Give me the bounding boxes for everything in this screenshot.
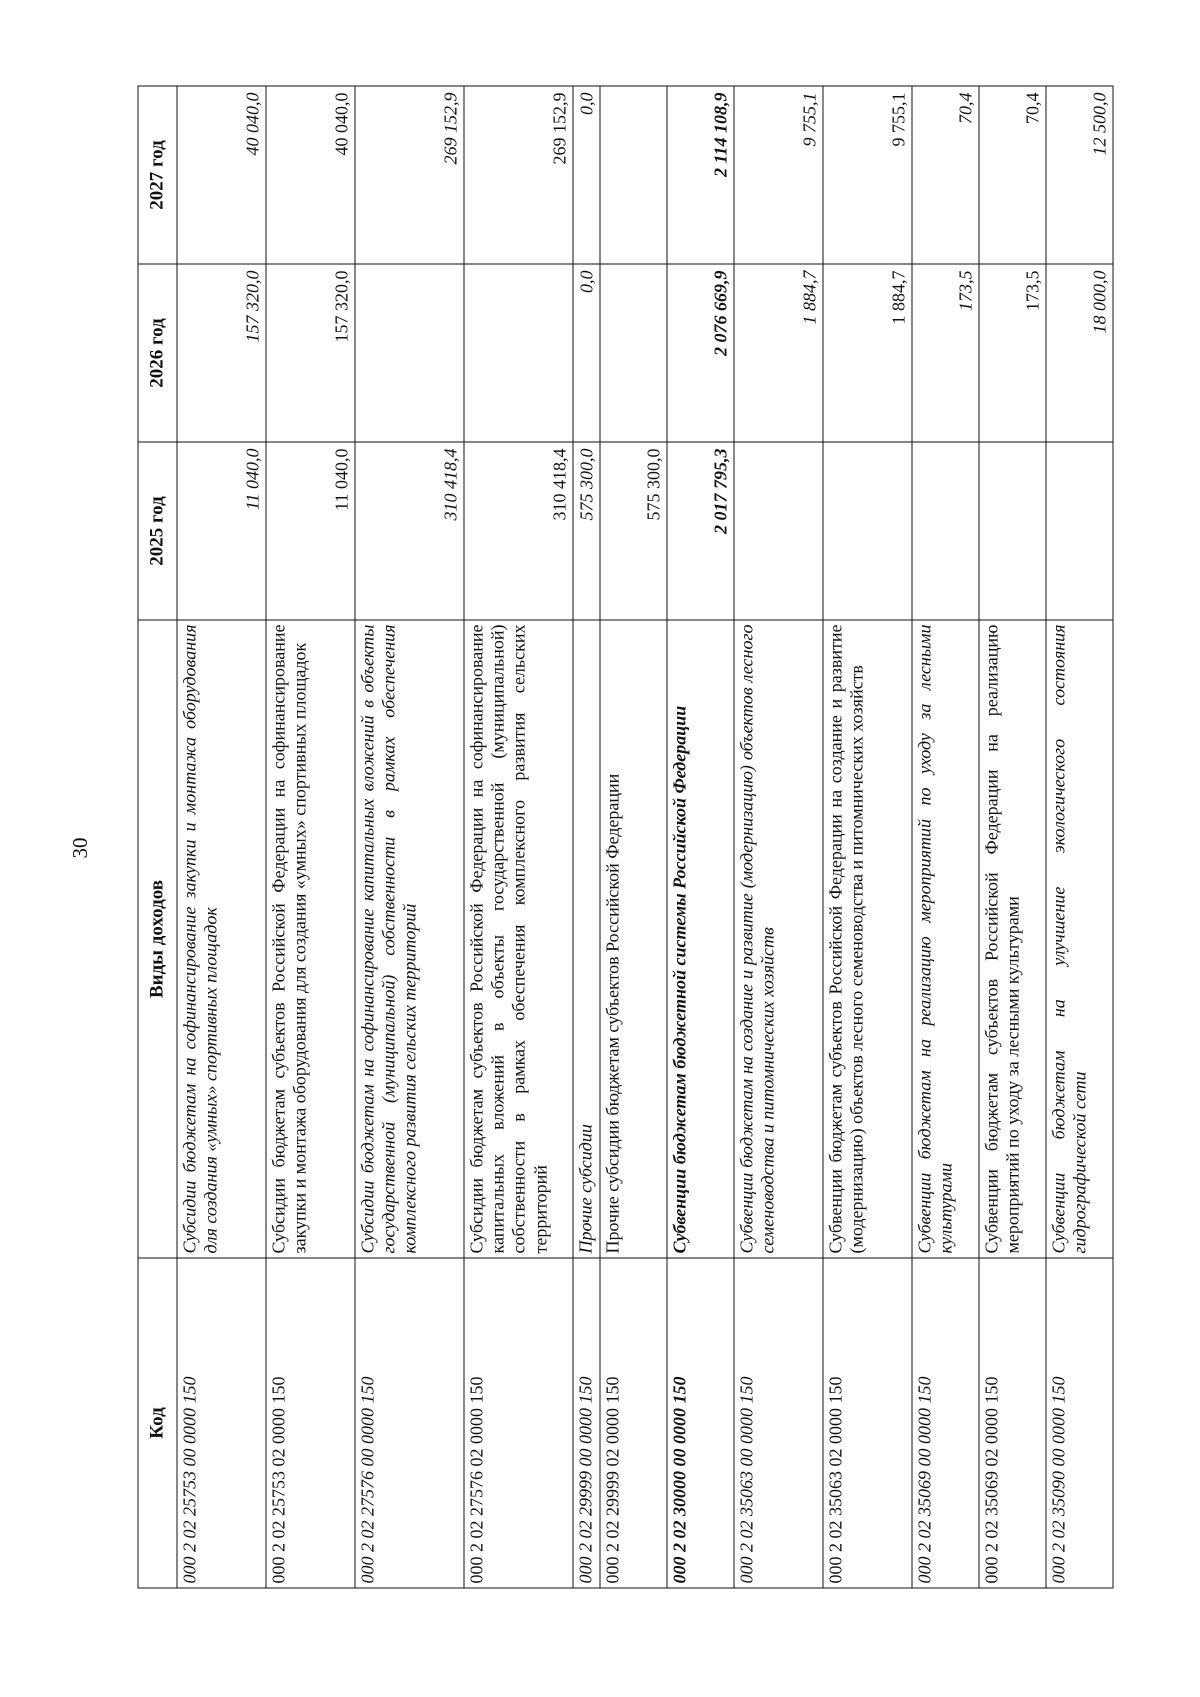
cell-2026: 157 320,0 <box>177 264 266 442</box>
cell-2025: 310 418,4 <box>464 442 573 620</box>
cell-2025 <box>734 442 823 620</box>
cell-code: 000 2 02 30000 00 0000 150 <box>667 1258 734 1588</box>
cell-name: Субвенции бюджетам субъектов Российской Федерации на реализацию мероприятий по уходу за лесными культурами <box>979 620 1046 1258</box>
cell-2026 <box>600 264 667 442</box>
cell-2027: 70,4 <box>912 86 979 264</box>
cell-2026: 1 884,7 <box>734 264 823 442</box>
cell-code: 000 2 02 35069 02 0000 150 <box>979 1258 1046 1588</box>
cell-2027: 0,0 <box>573 86 600 264</box>
header-2025: 2025 год <box>138 442 177 620</box>
cell-2025: 11 040,0 <box>266 442 355 620</box>
income-table <box>137 86 1113 1589</box>
cell-2027: 269 152,9 <box>464 86 573 264</box>
cell-name: Субсидии бюджетам субъектов Российской Федерации на софинансирование закупки и монтажа оборудования для создания «умных» спортивных площадок <box>266 620 355 1258</box>
cell-2026: 2 076 669,9 <box>667 264 734 442</box>
cell-2027: 40 040,0 <box>177 86 266 264</box>
page-number: 30 <box>68 837 92 859</box>
table-row <box>464 86 573 1588</box>
table-row <box>573 86 600 1588</box>
cell-name: Прочие субсидии бюджетам субъектов Российской Федерации <box>600 620 667 1258</box>
cell-2026: 157 320,0 <box>266 264 355 442</box>
cell-code: 000 2 02 27576 00 0000 150 <box>355 1258 464 1588</box>
table-row <box>979 86 1046 1588</box>
cell-2027 <box>600 86 667 264</box>
cell-2026: 1 884,7 <box>823 264 912 442</box>
cell-code: 000 2 02 29999 00 0000 150 <box>573 1258 600 1588</box>
table-row <box>177 86 266 1588</box>
cell-code: 000 2 02 25753 02 0000 150 <box>266 1258 355 1588</box>
cell-name: Субвенции бюджетам бюджетной системы Российской Федерации <box>667 620 734 1258</box>
cell-2027: 9 755,1 <box>823 86 912 264</box>
cell-name: Субвенции бюджетам на реализацию мероприятий по уходу за лесными культурами <box>912 620 979 1258</box>
cell-name: Субсидии бюджетам субъектов Российской Федерации на софинансирование капитальных вложений в объекты государственной (муниципальной) собственности в рамках обеспечения комплексного развития сельских территорий <box>464 620 573 1258</box>
income-table-rotated <box>137 88 1109 1589</box>
cell-name: Прочие субсидии <box>573 620 600 1258</box>
cell-name: Субвенции бюджетам субъектов Российской Федерации на создание и развитие (модернизацию) объектов лесного семеноводства и питомнических хозяйств <box>823 620 912 1258</box>
table-row <box>667 86 734 1588</box>
cell-code: 000 2 02 35090 00 0000 150 <box>1046 1258 1113 1588</box>
cell-2026 <box>464 264 573 442</box>
cell-2026: 173,5 <box>979 264 1046 442</box>
table-row <box>734 86 823 1588</box>
cell-2027: 40 040,0 <box>266 86 355 264</box>
header-2026: 2026 год <box>138 264 177 442</box>
cell-2025: 310 418,4 <box>355 442 464 620</box>
cell-code: 000 2 02 25753 00 0000 150 <box>177 1258 266 1588</box>
cell-2026: 173,5 <box>912 264 979 442</box>
table-row <box>355 86 464 1588</box>
cell-code: 000 2 02 35069 00 0000 150 <box>912 1258 979 1588</box>
table-row <box>600 86 667 1588</box>
header-code: Код <box>138 1258 177 1588</box>
cell-2025: 575 300,0 <box>573 442 600 620</box>
cell-2026: 18 000,0 <box>1046 264 1113 442</box>
cell-code: 000 2 02 27576 02 0000 150 <box>464 1258 573 1588</box>
cell-2026: 0,0 <box>573 264 600 442</box>
cell-code: 000 2 02 29999 02 0000 150 <box>600 1258 667 1588</box>
cell-2025 <box>823 442 912 620</box>
cell-2025 <box>912 442 979 620</box>
cell-2027: 269 152,9 <box>355 86 464 264</box>
cell-name: Субвенции бюджетам на улучшение экологического состояния гидрографической сети <box>1046 620 1113 1258</box>
header-name: Виды доходов <box>138 620 177 1258</box>
cell-code: 000 2 02 35063 02 0000 150 <box>823 1258 912 1588</box>
table-row <box>912 86 979 1588</box>
cell-code: 000 2 02 35063 00 0000 150 <box>734 1258 823 1588</box>
header-2027: 2027 год <box>138 86 177 264</box>
cell-name: Субсидии бюджетам на софинансирование закупки и монтажа оборудования для создания «умных» спортивных площадок <box>177 620 266 1258</box>
cell-name: Субсидии бюджетам на софинансирование капитальных вложений в объекты государственной (муниципальной) собственности в рамках обеспечения комплексного развития сельских территорий <box>355 620 464 1258</box>
cell-2027: 9 755,1 <box>734 86 823 264</box>
cell-2025 <box>979 442 1046 620</box>
table-row <box>823 86 912 1588</box>
cell-2026 <box>355 264 464 442</box>
table-row <box>266 86 355 1588</box>
cell-2027: 12 500,0 <box>1046 86 1113 264</box>
cell-2025: 575 300,0 <box>600 442 667 620</box>
cell-2027: 2 114 108,9 <box>667 86 734 264</box>
cell-2025 <box>1046 442 1113 620</box>
cell-2027: 70,4 <box>979 86 1046 264</box>
cell-name: Субвенции бюджетам на создание и развитие (модернизацию) объектов лесного семеноводства и питомнических хозяйств <box>734 620 823 1258</box>
table-row <box>1046 86 1113 1588</box>
cell-2025: 11 040,0 <box>177 442 266 620</box>
cell-2025: 2 017 795,3 <box>667 442 734 620</box>
table-header-row <box>138 86 177 1588</box>
